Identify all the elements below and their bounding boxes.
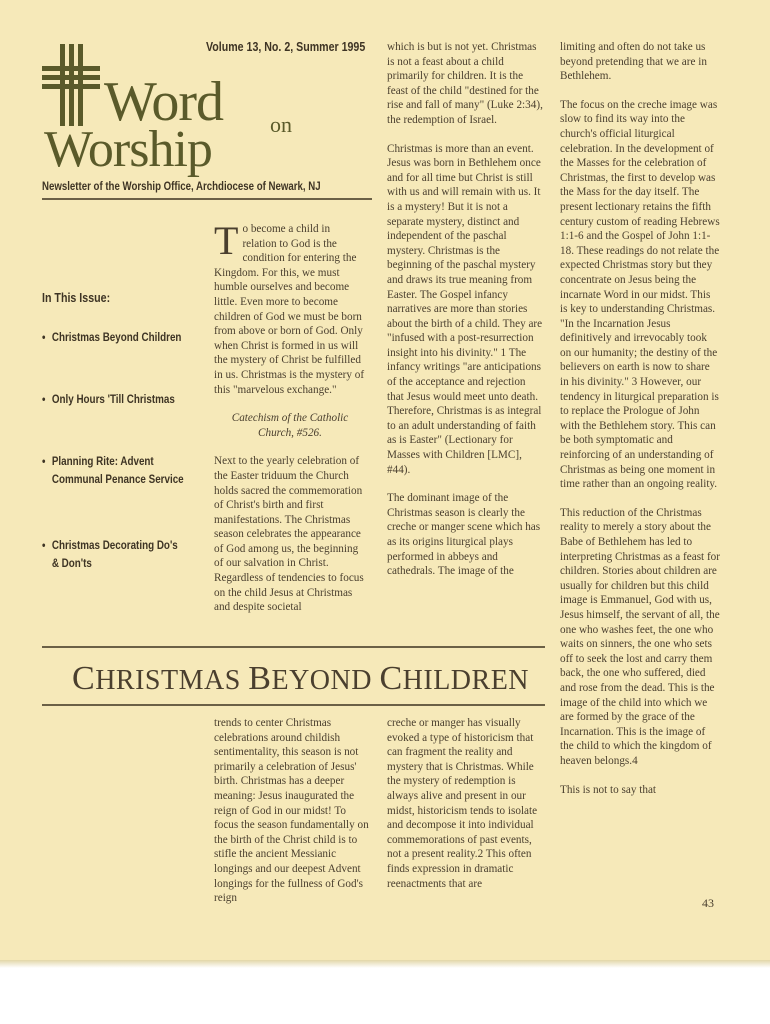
bullet-icon: • — [42, 392, 46, 406]
article-column-3 — [560, 40, 720, 811]
masthead-title-on: on — [270, 112, 292, 137]
issue-item[interactable]: • Christmas Decorating Do's & Don'ts — [42, 538, 178, 570]
article-column-1 — [214, 218, 366, 629]
intro-paragraph: To become a child in relation to God is the condition for entering the Kingdom. For this, we must humble ourselves and become little. Even more to become children of God we must be born from above or born of God. Only when Christ is formed in us will the mystery of Christ be fulfilled in us. Christmas is the mystery of this "marvelous exchange." — [214, 218, 365, 396]
newsletter-subtitle: Newsletter of the Worship Office, Archdiocese of Newark, NJ — [42, 181, 321, 193]
article-paragraph: This is not to say that — [560, 783, 657, 796]
masthead-title-worship: Worship — [44, 121, 212, 178]
article-paragraph: Next to the yearly celebration of the Easter triduum the Church holds sacred the commemoration of Christ's birth and first manifestations. The Christmas season celebrates the appearance of God among us, the beginning of our salvation in Christ. Regardless of tendencies to focus on the child Jesus at Christmas and despite societal — [214, 455, 364, 614]
catechism-citation: Catechism of the Catholic Church, #526. — [231, 412, 349, 439]
article-headline: CHRISTMAS BEYOND CHILDREN — [72, 660, 530, 697]
bullet-icon: • — [42, 538, 46, 552]
article-paragraph: The focus on the creche image was slow to find its way into the church's official liturgical celebration. In the development of the Masses for the celebration of Christmas, the first to develop was the Mass for the day itself. The present lectionary retains the fifth century custom of reading Hebrews 1:1-6 and the Gospel of John 1:1-18. These readings do not relate the expected Christmas story but they concentrate on Jesus being the incarnate Word in our midst. This is key to understanding Christmas. "In the Incarnation Jesus definitively and irrevocably took on our humanity; the destiny of the believers on earth is now to share in his divinity." 3 However, our tendency in liturgical preparation is to replace the Prologue of John with the Bethlehem story. This can be both symptomatic and reinforcing of an understanding of Christmas as being one moment in time rather than an ongoing reality. — [560, 98, 720, 491]
article-paragraph: creche or manger has visually evoked a type of historicism that can fragment the reality and mystery that is Christmas. While the mystery of redemption is always alive and present in our midst, historicism tends to isolate and decompose it into individual commemorations of past events, not a present reality.2 This often finds expression in dramatic reenactments that are — [387, 717, 538, 890]
page-number: 43 — [702, 896, 714, 910]
article-paragraph: The dominant image of the Christmas season is clearly the creche or manger scene which has as its origins liturgical plays performed in abbeys and cathedrals. The image of the — [387, 492, 541, 578]
lower-column-2 — [387, 716, 545, 905]
headline-bottom-rule — [42, 704, 545, 706]
issue-item[interactable]: • Only Hours 'Till Christmas — [42, 392, 175, 406]
article-paragraph: trends to center Christmas celebrations around childish sentimentality, this season is not primarily a celebration of Jesus' birth. Christmas has a deeper meaning: Jesus inaugurated the reign of God in our midst! To focus the season fundamentally on the birth of the Christ child is to stifle the ancient Messianic longings and our deepest Advent longings for the fullness of God's reign — [214, 717, 369, 905]
issue-item[interactable]: • Planning Rite: Advent Communal Penance Service — [42, 454, 184, 486]
masthead-divider — [42, 198, 372, 200]
drop-cap: T — [214, 218, 239, 263]
article-paragraph: limiting and often do not take us beyond pretending that we are in Bethlehem. — [560, 41, 707, 83]
in-this-issue-heading: In This Issue: — [42, 290, 111, 305]
masthead-title-word: Word — [104, 71, 224, 133]
lower-column-1 — [214, 716, 372, 920]
bullet-icon: • — [42, 330, 46, 344]
volume-info: Volume 13, No. 2, Summer 1995 — [206, 40, 366, 54]
article-paragraph: which is but is not yet. Christmas is not a feast about a child primarily for children. It is the feast of the child "destined for the rise and fall of many" (Luke 2:34), the redemption of Israel. — [387, 41, 543, 126]
article-paragraph: This reduction of the Christmas reality to merely a story about the Babe of Bethlehem has led to interpreting Christmas as a feast for children. Stories about children are usually for children but this child image is Emmanuel, God with us, Jesus himself, the servant of all, the one who washes feet, the one who waits on sinners, the one who sets off to seek the lost and carry them back, the one who suffered, died and rose from the dead. This is the image of the child into which we are formed by the grace of the Incarnation. This is the image of the child to which the kingdom of heaven belongs.4 — [560, 506, 720, 767]
bullet-icon: • — [42, 454, 46, 468]
article-paragraph: Christmas is more than an event. Jesus was born in Bethlehem once and for all time but Christ is still with us and will remain with us. It is a mystery! But it is not a separate mystery, distinct and independent of the paschal mystery. Christmas is the beginning of the paschal mystery and draws its true meaning from Easter. The Gospel infancy narratives are more than stories about the birth of a child. They are "infused with a post-resurrection insight into his divinity." 1 The infancy writings "are anticipations of the acceptance and rejection that Jesus would meet unto death. Therefore, Christmas is as integral to an adult understanding of faith as is Easter" (Lectionary for Masses with Children [LMC], #44). — [387, 142, 543, 476]
issue-item[interactable]: • Christmas Beyond Children — [42, 330, 182, 344]
headline-top-rule — [42, 646, 545, 648]
page-edge-shadow — [0, 960, 770, 968]
article-column-2 — [387, 40, 545, 593]
cross-logo-icon — [42, 44, 100, 126]
